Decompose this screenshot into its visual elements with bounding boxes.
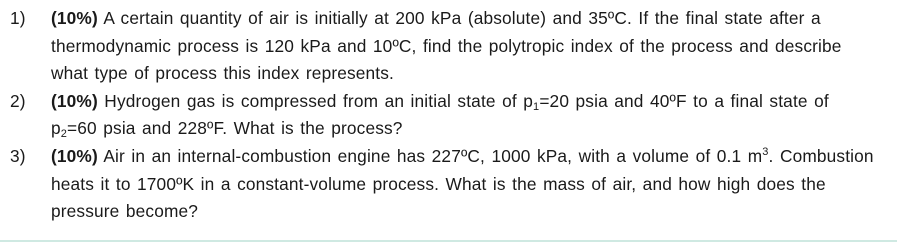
problem-item-1 [0,5,897,88]
superscript: 3 [762,145,769,158]
problem-number: 1) [10,8,26,28]
problem-text [51,146,874,221]
problem-body-part: =60 psia and 228ºF. What is the process? [67,118,403,139]
subscript: 1 [533,100,540,113]
problem-body-part: . Combustion heats it to 1700ºK in a constant-volume process. What is the mass of air, and how high does the pressure become? [51,145,874,222]
problem-text [51,91,829,139]
problem-body-part: Air in an internal-combustion engine has 227ºC, 1000 kPa, with a volume of 0.1 m [97,145,763,166]
problem-text [51,8,842,83]
subscript: 2 [60,128,68,141]
problem-number: 3) [10,145,26,166]
problem-body-part: =20 psia and 40ºF to a final state of p [51,90,829,139]
problem-body-part: Hydrogen gas is compressed from an initial state of p [97,90,534,111]
problem-weight: (10%) [51,90,98,111]
problem-item-3 [0,143,897,226]
problem-weight: (10%) [51,145,98,166]
problem-number: 2) [10,90,26,111]
problem-list [0,5,897,226]
problem-item-2 [0,88,897,143]
problem-body: A certain quantity of air is initially at 200 kPa (absolute) and 35ºC. If the final state after a thermodynamic process is 120 kPa and 10ºC, find the polytropic index of the process and describe what type of process this index represents. [51,8,842,84]
problem-weight: (10%) [51,8,98,28]
problem-document [0,5,897,226]
